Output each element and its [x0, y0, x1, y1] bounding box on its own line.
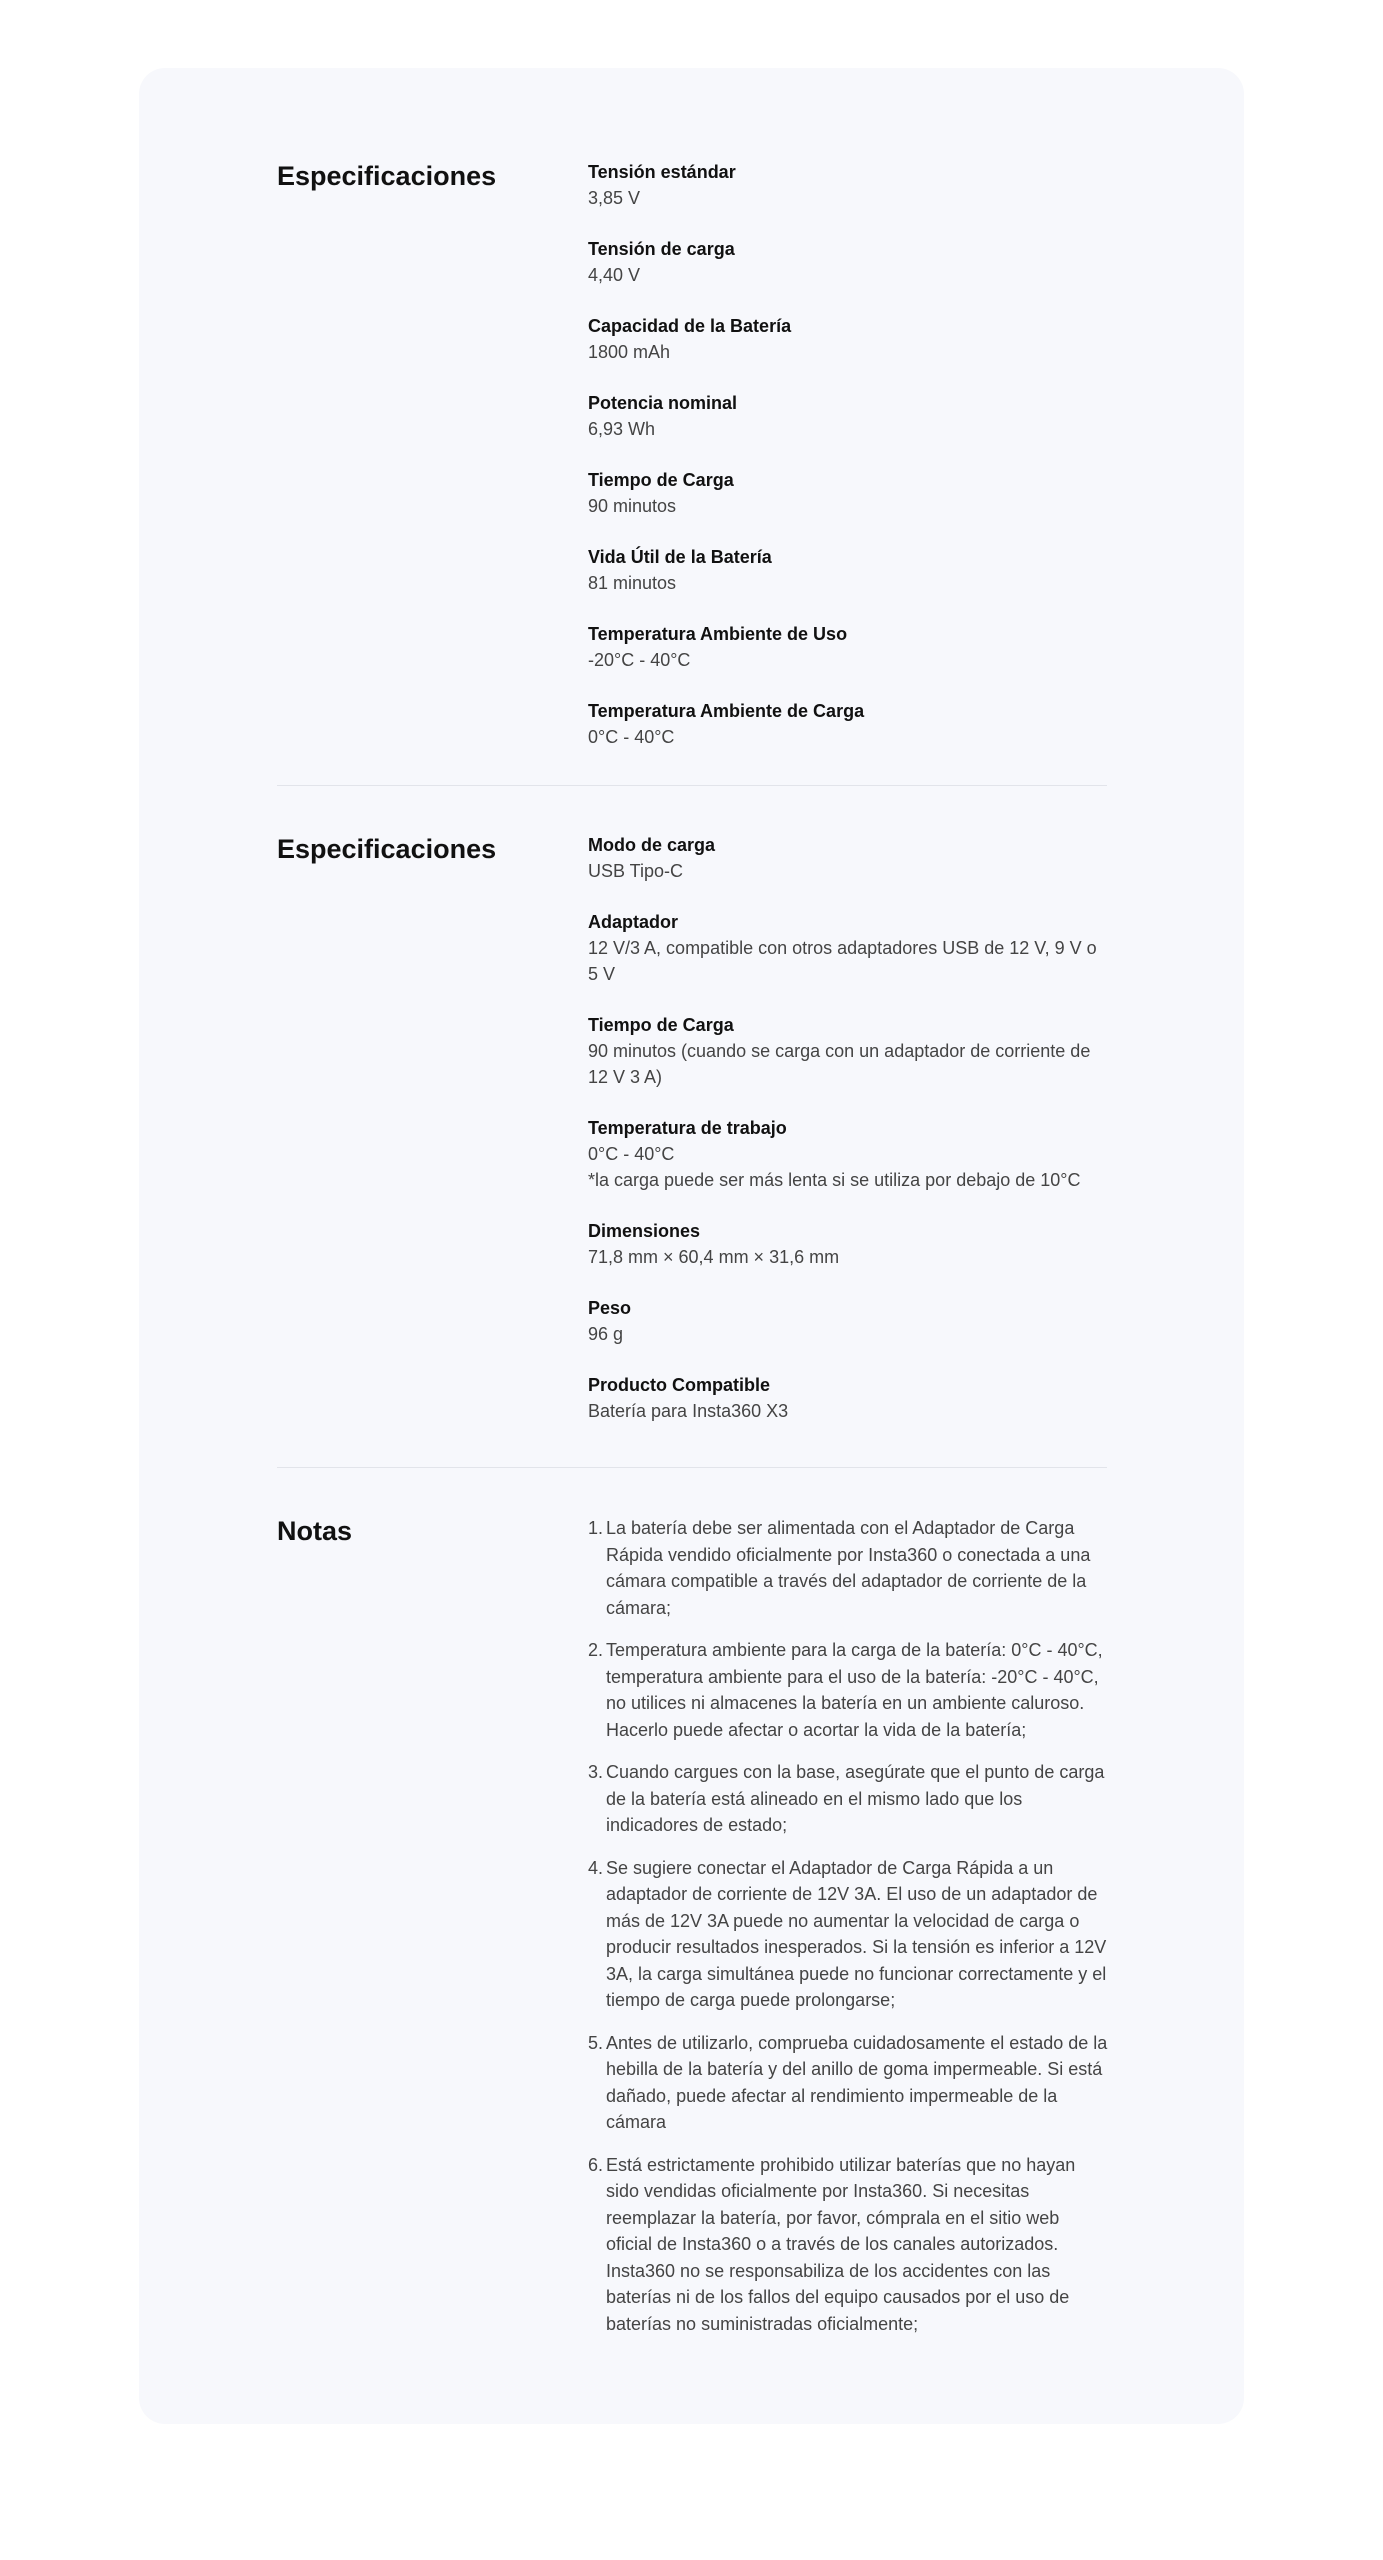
spec-item — [588, 1296, 1108, 1347]
note-number: 3. — [588, 1762, 604, 1782]
spec-label: Peso — [588, 1298, 632, 1318]
note-text: Antes de utilizarlo, comprueba cuidadosamente el estado de la hebilla de la batería y del anillo de goma impermeable. Si está dañado, puede afectar al rendimiento impermeable de la cámara — [606, 2032, 1108, 2132]
spec-label: Potencia nominal — [588, 393, 738, 413]
spec-label: Tiempo de Carga — [588, 1015, 734, 1035]
spec-label: Capacidad de la Batería — [588, 316, 792, 336]
note-text: La batería debe ser alimentada con el Adaptador de Carga Rápida vendido oficialmente por Insta360 o conectada a una cámara compatible a través del adaptador de corriente de la cámara; — [606, 1518, 1091, 1618]
spec-item — [588, 1116, 1108, 1193]
spec-label: Adaptador — [588, 912, 678, 932]
spec-value: 71,8 mm × 60,4 mm × 31,6 mm — [588, 1247, 840, 1267]
spec-label: Tiempo de Carga — [588, 470, 734, 490]
spec-value: 0°C - 40°C *la carga puede ser más lenta si se utiliza por debajo de 10°C — [588, 1144, 1081, 1190]
spec-value: 90 minutos (cuando se carga con un adaptador de corriente de 12 V 3 A) — [588, 1041, 1091, 1087]
spec-item — [588, 468, 1108, 519]
spec-value: 96 g — [588, 1324, 624, 1344]
spec-value: 12 V/3 A, compatible con otros adaptadores USB de 12 V, 9 V o 5 V — [588, 938, 1097, 984]
note-item — [588, 1637, 1108, 1743]
spec-label: Producto Compatible — [588, 1375, 771, 1395]
spec-value: 3,85 V — [588, 188, 641, 208]
note-number: 5. — [588, 2032, 604, 2053]
spec-label: Temperatura Ambiente de Uso — [588, 624, 848, 644]
section-title: Especificaciones — [277, 161, 497, 191]
notes-title: Notas — [277, 1516, 353, 1546]
spec-item — [588, 160, 1108, 211]
section-divider — [277, 1467, 1107, 1468]
note-number: 1. — [588, 1518, 604, 1538]
note-text: Temperatura ambiente para la carga de la batería: 0°C - 40°C, temperatura ambiente para el uso de la batería: -20°C - 40°C, no utilices ni almacenes la batería en un ambiente caluroso. Hacerlo puede afectar o acortar la vida de la batería; — [606, 1640, 1103, 1740]
notes-list — [588, 1515, 1108, 2353]
section-title: Especificaciones — [277, 834, 497, 864]
spec-value: USB Tipo-C — [588, 861, 684, 881]
spec-label: Temperatura de trabajo — [588, 1118, 787, 1138]
spec-label: Temperatura Ambiente de Carga — [588, 701, 865, 721]
note-number: 2. — [588, 1640, 604, 1660]
spec-value: 4,40 V — [588, 265, 641, 285]
note-item — [588, 1855, 1108, 2014]
spec-item — [588, 1013, 1108, 1090]
spec-value: -20°C - 40°C — [588, 650, 691, 670]
note-item — [588, 1759, 1108, 1839]
note-item — [588, 2030, 1108, 2136]
spec-list — [588, 833, 1108, 1450]
spec-value: 1800 mAh — [588, 342, 671, 362]
note-text: Cuando cargues con la base, asegúrate que el punto de carga de la batería está alineado en el mismo lado que los indicadores de estado; — [606, 1762, 1105, 1835]
spec-value: 6,93 Wh — [588, 419, 656, 439]
spec-value: 81 minutos — [588, 573, 677, 593]
note-number: 4. — [588, 1857, 604, 1878]
spec-value: 0°C - 40°C — [588, 727, 675, 747]
specs-card — [139, 68, 1244, 2424]
note-item — [588, 2152, 1108, 2338]
spec-item — [588, 910, 1108, 987]
spec-label: Tensión estándar — [588, 162, 736, 182]
spec-value: Batería para Insta360 X3 — [588, 1401, 789, 1421]
spec-label: Vida Útil de la Batería — [588, 547, 772, 567]
note-text: Se sugiere conectar el Adaptador de Carga Rápida a un adaptador de corriente de 12V 3A. El uso de un adaptador de más de 12V 3A puede no aumentar la velocidad de carga o producir resultados inesperados. Si la tensión es inferior a 12V 3A, la carga simultánea puede no funcionar correctamente y el tiempo de carga puede prolongarse; — [606, 1857, 1107, 2010]
note-number: 6. — [588, 2154, 604, 2175]
spec-item — [588, 237, 1108, 288]
spec-item — [588, 699, 1108, 750]
note-item — [588, 1515, 1108, 1621]
spec-item — [588, 833, 1108, 884]
spec-label: Dimensiones — [588, 1221, 701, 1241]
section-divider — [277, 785, 1107, 786]
spec-label: Tensión de carga — [588, 239, 735, 259]
spec-item — [588, 545, 1108, 596]
spec-list — [588, 160, 1108, 776]
spec-item — [588, 391, 1108, 442]
spec-item — [588, 314, 1108, 365]
spec-label: Modo de carga — [588, 835, 716, 855]
spec-item — [588, 1373, 1108, 1424]
spec-item — [588, 622, 1108, 673]
spec-value: 90 minutos — [588, 496, 677, 516]
note-text: Está estrictamente prohibido utilizar baterías que no hayan sido vendidas oficialmente por Insta360. Si necesitas reemplazar la batería, por favor, cómprala en el sitio web oficial de Insta360 o a través de los canales autorizados. Insta360 no se responsabiliza de los accidentes con las baterías ni de los fallos del equipo causados por el uso de baterías no suministradas oficialmente; — [606, 2154, 1076, 2334]
spec-item — [588, 1219, 1108, 1270]
